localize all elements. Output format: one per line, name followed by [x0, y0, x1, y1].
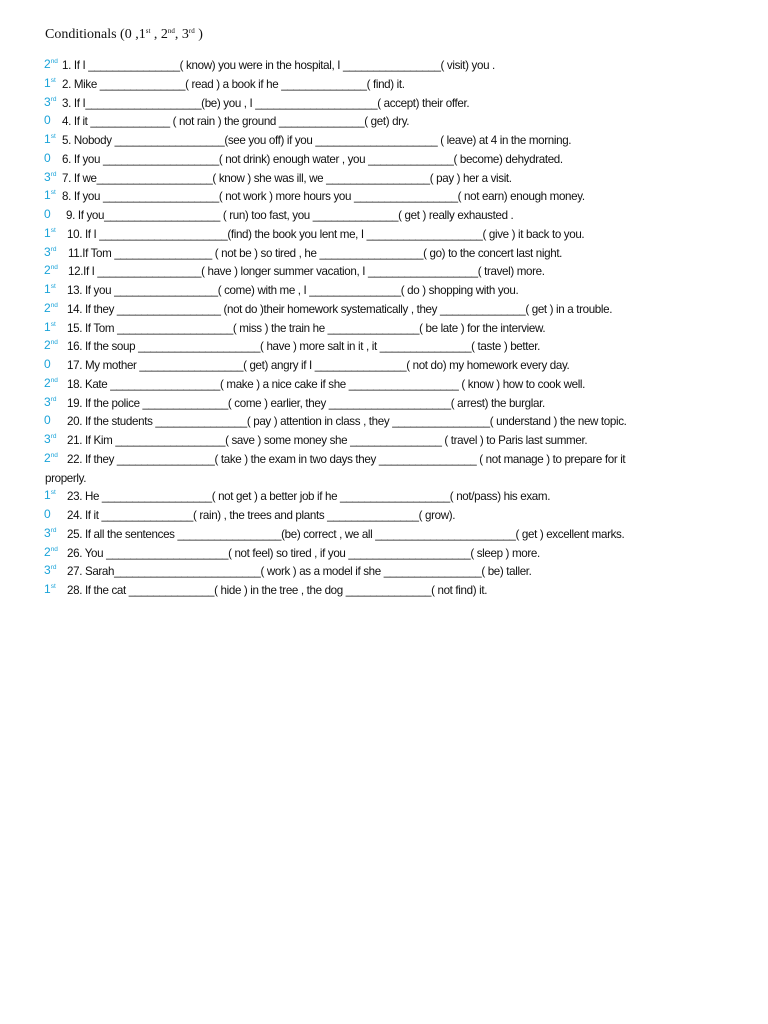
conditional-type-label [44, 545, 58, 559]
exercise-sentence-text: 19. If the police ______________( come ) earlier, they ____________________( arrest) the burglar. [67, 396, 545, 410]
conditional-type-label [44, 113, 51, 127]
conditional-type-label [44, 432, 56, 446]
conditional-type-number: 3 [44, 94, 51, 109]
conditional-type-label [44, 95, 56, 109]
exercise-sentence-text: 18. Kate __________________( make ) a nice cake if she __________________ ( know ) how to cook well. [67, 377, 586, 391]
conditional-type-label [44, 263, 58, 277]
exercise-sentence [67, 488, 550, 507]
conditional-type-suffix: nd [50, 451, 58, 459]
title-sup-first: st [145, 27, 151, 35]
conditional-type-suffix: st [50, 283, 56, 290]
conditional-type-suffix: rd [50, 433, 57, 440]
conditional-type-label [44, 57, 58, 71]
conditional-type-suffix: st [50, 489, 56, 497]
exercise-sentence-text: 5. Nobody __________________(see you off) if you ____________________ ( leave) at 4 in the morning. [62, 134, 572, 147]
exercise-item [0, 394, 768, 413]
conditional-type-number: 2 [44, 544, 51, 559]
exercise-item [0, 56, 768, 75]
conditional-type-label [44, 413, 51, 427]
conditional-type-label [44, 320, 56, 334]
conditional-type-suffix: nd [50, 545, 58, 553]
conditional-type-suffix: st [50, 226, 56, 234]
exercise-item [0, 169, 768, 188]
exercise-sentence-text: 28. If the cat ______________( hide ) in the tree , the dog ______________( not find) it. [67, 584, 488, 597]
exercise-sentence-text: 23. He __________________( not get ) a better job if he __________________( not/pass) his exam. [67, 490, 551, 504]
conditional-type-number: 1 [44, 319, 51, 334]
conditional-type-suffix: rd [50, 95, 57, 103]
conditional-type-number: 1 [44, 582, 51, 596]
conditional-type-number: 0 [44, 357, 51, 371]
exercise-sentence [67, 526, 624, 545]
exercise-sentence-text: 11.If Tom ________________ ( not be ) so tired , he _________________( go) to the concert last night. [68, 246, 563, 260]
exercise-item [0, 412, 768, 431]
exercise-sentence [67, 432, 587, 451]
exercise-item [0, 94, 768, 113]
conditional-type-number: 3 [44, 244, 51, 259]
conditional-type-suffix: st [50, 320, 56, 328]
conditional-type-number: 3 [44, 394, 51, 409]
exercise-item [0, 525, 768, 544]
exercise-sentence-text: 16. If the soup ____________________( have ) more salt in it , it _______________( taste ) better. [67, 340, 540, 354]
exercise-item [0, 225, 768, 244]
conditional-type-label [44, 395, 56, 409]
conditional-type-suffix: rd [50, 245, 57, 253]
exercise-sentence [67, 507, 455, 526]
conditional-type-suffix: nd [50, 339, 58, 347]
conditional-type-number: 1 [44, 225, 51, 240]
exercise-item [0, 112, 768, 131]
exercise-sentence [62, 151, 563, 170]
exercise-sentence [68, 263, 545, 282]
exercise-sentence-text: 4. If it _____________ ( not rain ) the ground ______________( get) dry. [62, 115, 410, 129]
exercise-sentence-text: 1. If I _______________( know) you were in the hospital, I ________________( visit) you . [62, 59, 495, 72]
conditional-type-suffix: nd [50, 58, 58, 65]
exercise-sentence-text: 22. If they ________________( take ) the exam in two days they ________________ ( not manage ) to prepare for it [67, 452, 626, 466]
exercise-item [0, 356, 768, 375]
conditional-type-suffix: rd [50, 170, 57, 178]
conditional-type-label [44, 226, 56, 240]
conditional-type-suffix: rd [50, 564, 57, 572]
exercise-sentence [67, 545, 540, 564]
exercise-sentence-text: 17. My mother _________________( get) angry if I _______________( not do) my homework every day. [67, 359, 570, 372]
conditional-type-suffix: st [50, 133, 56, 140]
exercise-item [0, 337, 768, 356]
exercise-sentence [67, 376, 585, 395]
exercise-item [0, 206, 768, 225]
conditional-type-suffix: st [50, 583, 56, 590]
exercise-sentence [67, 563, 532, 582]
exercise-item [0, 562, 768, 581]
conditional-type-number: 0 [44, 113, 51, 128]
exercise-sentence [67, 320, 545, 339]
conditional-type-number: 2 [44, 300, 51, 315]
conditional-type-number: 1 [44, 488, 51, 503]
exercise-sentence [67, 395, 545, 414]
exercise-sentence-text: 14. If they _________________ (not do )their homework systematically , they ______________( get ) in a trouble. [67, 302, 613, 316]
exercise-sentence [67, 582, 487, 601]
exercise-item [0, 131, 768, 150]
exercise-item [0, 150, 768, 169]
conditional-type-number: 3 [44, 525, 51, 540]
exercise-sentence-text: 12.If I _________________( have ) longer summer vacation, I __________________( travel) more. [68, 265, 545, 279]
exercise-item [0, 487, 768, 506]
exercise-sentence [62, 113, 409, 132]
exercise-sentence [62, 95, 469, 114]
conditional-type-suffix: nd [50, 264, 58, 272]
exercise-sentence-text: 2. Mike ______________( read ) a book if he ______________( find) it. [62, 77, 405, 91]
conditional-type-number: 3 [44, 169, 51, 184]
exercise-list [0, 56, 768, 600]
conditional-type-label [44, 582, 56, 596]
exercise-sentence [62, 170, 512, 189]
exercise-item [0, 187, 768, 206]
exercise-sentence [67, 338, 540, 357]
exercise-sentence-text: 15. If Tom ___________________( miss ) the train he _______________( be late ) for the interview. [67, 321, 546, 335]
conditional-type-label [44, 357, 51, 371]
conditional-type-label [44, 507, 51, 521]
exercise-item [0, 450, 768, 488]
conditional-type-label [44, 301, 58, 315]
conditional-type-label [44, 76, 56, 90]
title-prefix: Conditionals (0 ,1 [45, 27, 146, 42]
conditional-type-label [44, 188, 56, 202]
conditional-type-number: 3 [44, 563, 51, 578]
exercise-sentence [67, 413, 627, 432]
exercise-sentence [62, 57, 495, 76]
conditional-type-suffix: st [50, 189, 56, 197]
conditional-type-number: 3 [44, 432, 51, 446]
conditional-type-label [44, 338, 58, 352]
conditional-type-label [44, 563, 56, 577]
conditional-type-number: 1 [44, 132, 51, 146]
exercise-item [0, 431, 768, 450]
conditional-type-suffix: nd [50, 301, 58, 309]
conditional-type-number: 2 [44, 57, 51, 71]
conditional-type-number: 2 [44, 375, 51, 390]
exercise-sentence-text: 6. If you ___________________( not drink) enough water , you ______________( become) dehydrated. [62, 152, 563, 166]
exercise-item [0, 375, 768, 394]
conditional-type-label [44, 488, 56, 502]
conditional-type-number: 0 [44, 507, 51, 521]
conditional-type-number: 0 [44, 207, 51, 221]
conditional-type-number: 0 [44, 150, 51, 165]
title-suffix: ) [194, 27, 203, 42]
exercise-sentence-continuation: properly. [45, 471, 87, 485]
conditional-type-label [44, 207, 51, 221]
exercise-sentence-text: 24. If it _______________( rain) , the trees and plants _______________( grow). [67, 509, 456, 522]
exercise-item [0, 544, 768, 563]
exercise-item [0, 262, 768, 281]
exercise-sentence-text: 8. If you ___________________( not work ) more hours you _________________( not earn) enough money. [62, 190, 585, 204]
exercise-item [0, 319, 768, 338]
exercise-item [0, 300, 768, 319]
conditional-type-label [44, 151, 51, 165]
conditional-type-suffix: nd [50, 376, 58, 384]
conditional-type-label [44, 376, 58, 390]
exercise-sentence [66, 207, 513, 226]
conditional-type-label [44, 451, 58, 465]
exercise-sentence-text: 20. If the students _______________( pay ) attention in class , they ________________( understand ) the new topic. [67, 415, 627, 429]
exercise-sentence-text: 3. If I___________________(be) you , I ____________________( accept) their offer. [62, 96, 470, 110]
title-mid-second: , 3 [174, 27, 189, 42]
conditional-type-label [44, 132, 56, 146]
exercise-sentence-text: 27. Sarah________________________( work ) as a model if she ________________( be) taller. [67, 565, 532, 579]
exercise-sentence-text: 10. If I _____________________(find) the book you lent me, I ___________________( give ) it back to you. [67, 227, 585, 241]
exercise-item [0, 75, 768, 94]
title-mid-first: , 2 [150, 27, 168, 42]
conditional-type-suffix: st [50, 76, 56, 84]
exercise-sentence [62, 188, 585, 207]
exercise-sentence [62, 132, 571, 151]
exercise-sentence [67, 357, 569, 376]
exercise-item [0, 281, 768, 300]
conditional-type-label [44, 245, 56, 259]
exercise-sentence [67, 282, 518, 301]
conditional-type-number: 0 [44, 413, 51, 428]
conditional-type-number: 2 [44, 450, 51, 465]
conditional-type-label [44, 282, 56, 296]
title-sup-second: nd [167, 27, 175, 35]
exercise-item [0, 581, 768, 600]
exercise-item [0, 244, 768, 263]
exercise-sentence-text: 7. If we___________________( know ) she was ill, we _________________( pay ) her a visit. [62, 171, 512, 185]
conditional-type-suffix: rd [50, 526, 57, 534]
exercise-sentence-text: 26. You ____________________( not feel) so tired , if you ____________________( sleep ) more. [67, 546, 540, 560]
conditional-type-number: 2 [44, 263, 51, 278]
conditional-type-label [44, 170, 56, 184]
exercise-sentence [62, 76, 405, 95]
conditional-type-number: 2 [44, 338, 51, 353]
conditional-type-number: 1 [44, 282, 51, 296]
conditional-type-number: 1 [44, 188, 51, 203]
conditional-type-number: 1 [44, 75, 51, 90]
exercise-sentence-text: 9. If you___________________ ( run) too fast, you ______________( get ) really exhausted . [66, 209, 514, 222]
worksheet-title [45, 27, 203, 43]
exercise-sentence [67, 226, 584, 245]
exercise-sentence-text: 13. If you _________________( come) with me , I _______________( do ) shopping with you. [67, 284, 519, 297]
conditional-type-suffix: rd [50, 395, 57, 403]
conditional-type-label [44, 526, 56, 540]
exercise-sentence-text: 21. If Kim __________________( save ) some money she _______________ ( travel ) to Paris last summer. [67, 434, 588, 447]
exercise-sentence-text: 25. If all the sentences _________________(be) correct , we all _______________________( get ) excellent marks. [67, 527, 625, 541]
exercise-sentence [67, 301, 612, 320]
exercise-sentence [68, 245, 562, 264]
exercise-item [0, 506, 768, 525]
title-sup-third: rd [188, 27, 195, 35]
